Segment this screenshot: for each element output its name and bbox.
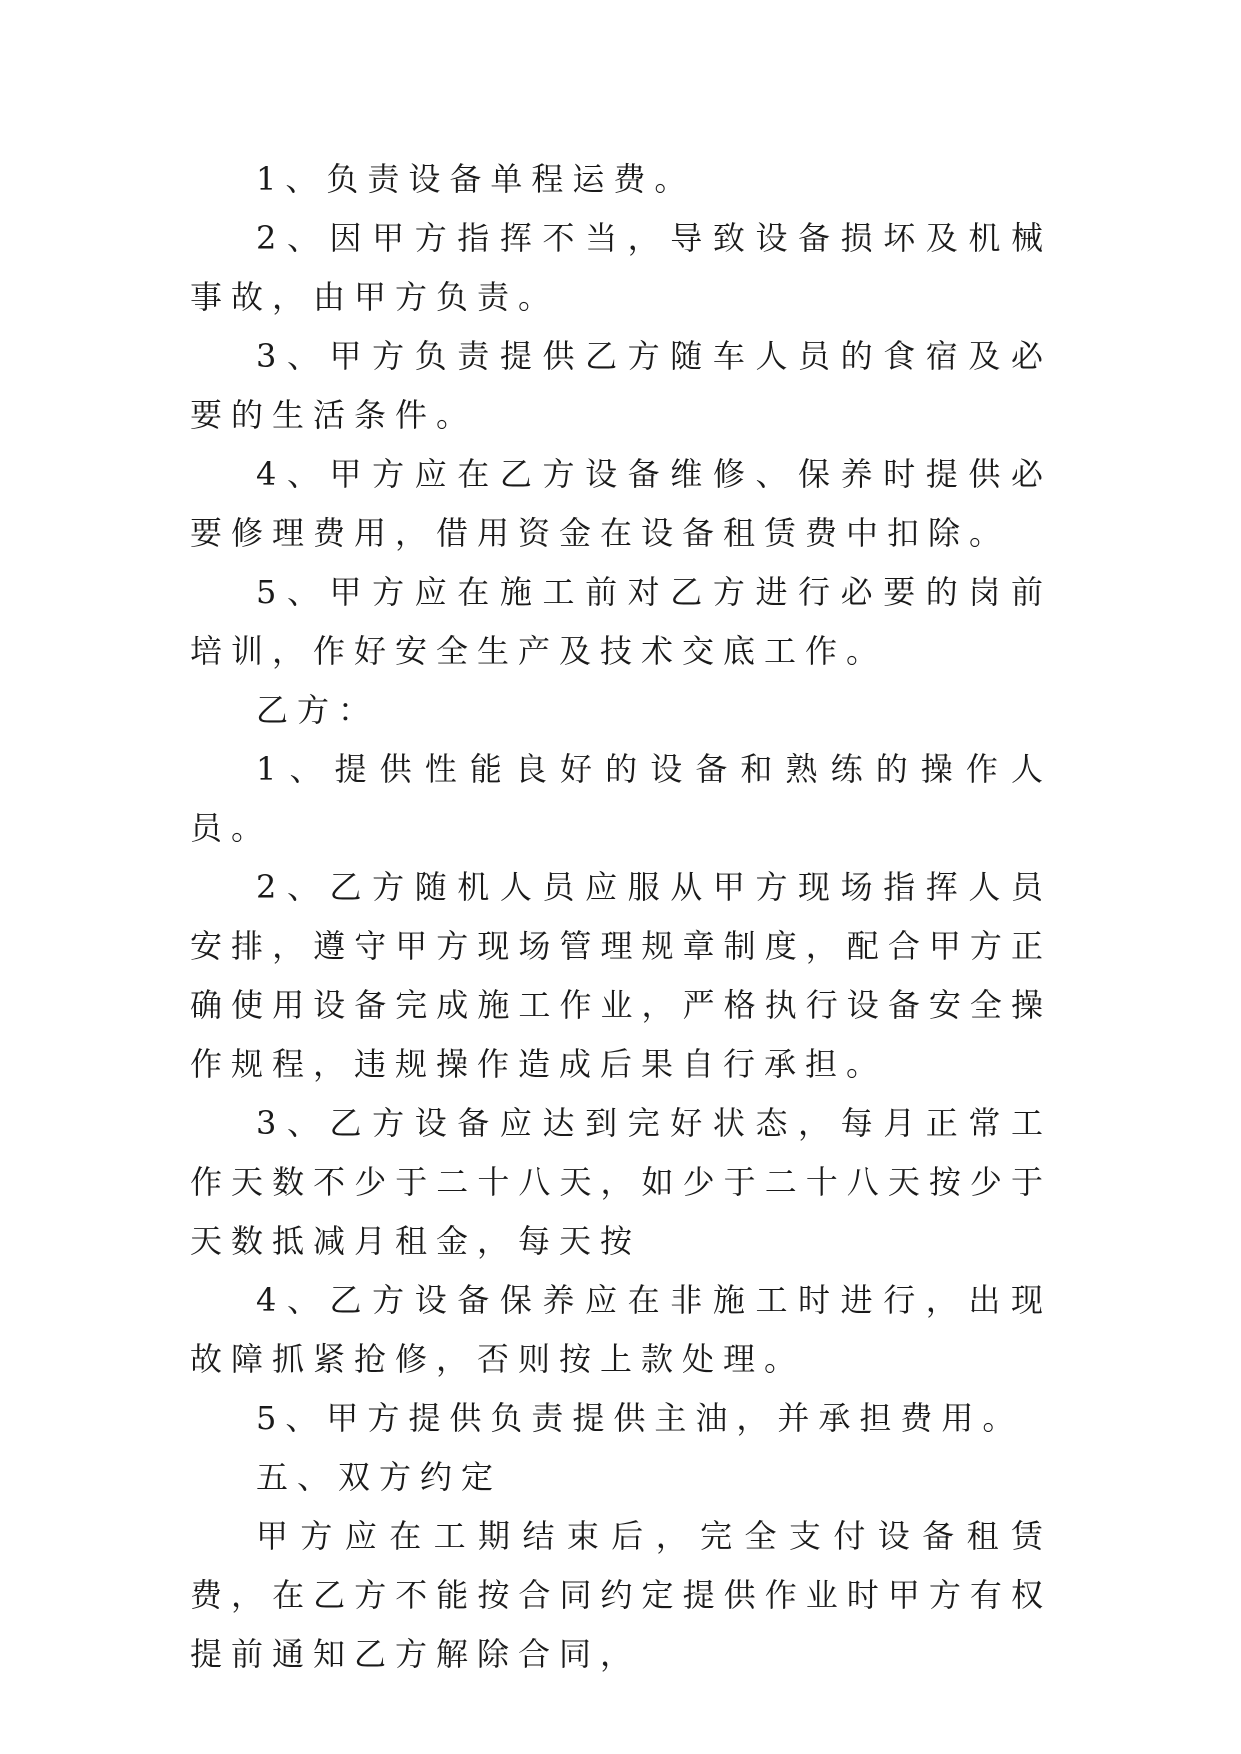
- paragraph-party-a-item-3: 3、甲方负责提供乙方随车人员的食宿及必要的生活条件。: [190, 337, 1052, 434]
- paragraph-mutual-agreement: 甲方应在工期结束后，完全支付设备租赁费，在乙方不能按合同约定提供作业时甲方有权提前通知乙方解除合同，: [190, 1517, 1052, 1673]
- paragraph-party-b-item-1: 1、提供性能良好的设备和熟练的操作人员。: [190, 750, 1052, 847]
- paragraph-party-b-item-3: 3、乙方设备应达到完好状态，每月正常工作天数不少于二十八天，如少于二十八天按少于天数抵减月租金，每天按: [190, 1104, 1052, 1260]
- heading-party-b: 乙方：: [256, 691, 380, 729]
- paragraph-party-b-item-5: 5、甲方提供负责提供主油，并承担费用。: [256, 1399, 1024, 1437]
- heading-section-five: 五、双方约定: [256, 1458, 503, 1496]
- paragraph-party-b-item-4: 4、乙方设备保养应在非施工时进行，出现故障抓紧抢修，否则按上款处理。: [190, 1281, 1052, 1378]
- paragraph-party-a-item-5: 5、甲方应在施工前对乙方进行必要的岗前培训，作好安全生产及技术交底工作。: [190, 573, 1052, 670]
- paragraph-party-a-item-2: 2、因甲方指挥不当，导致设备损坏及机械事故，由甲方负责。: [190, 219, 1052, 316]
- paragraph-party-a-item-1: 1、负责设备单程运费。: [256, 160, 696, 198]
- paragraph-party-a-item-4: 4、甲方应在乙方设备维修、保养时提供必要修理费用，借用资金在设备租赁费中扣除。: [190, 455, 1052, 552]
- document-body: [190, 150, 1052, 1684]
- paragraph-party-b-item-2: 2、乙方随机人员应服从甲方现场指挥人员安排，遵守甲方现场管理规章制度，配合甲方正确使用设备完成施工作业，严格执行设备安全操作规程，违规操作造成后果自行承担。: [190, 868, 1052, 1083]
